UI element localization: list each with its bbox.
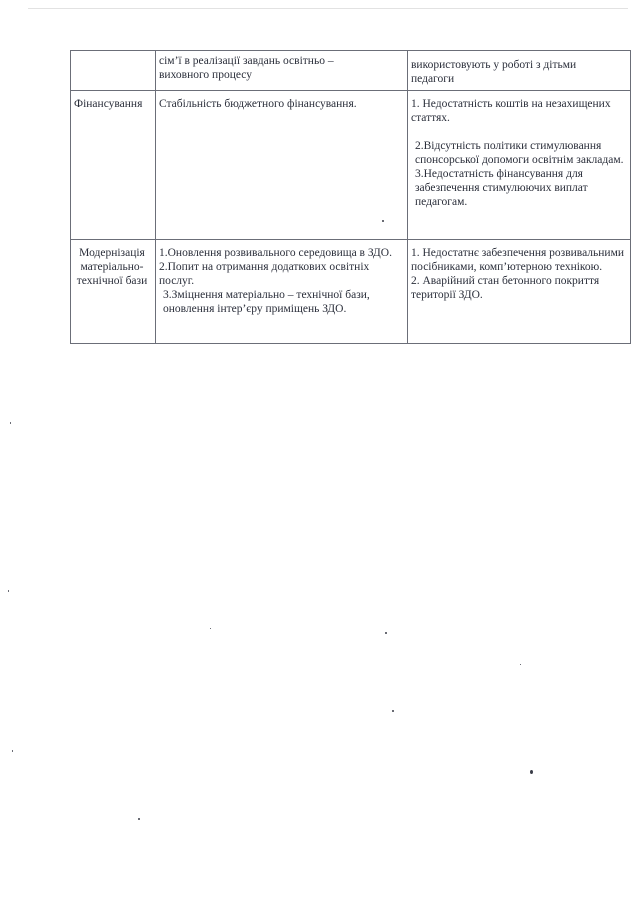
- strength-line: виховного процесу: [159, 69, 252, 81]
- category-cell: [71, 91, 156, 240]
- category-cell: [71, 51, 156, 91]
- swot-table: [70, 50, 631, 344]
- weaknesses-cell: [408, 91, 631, 240]
- weakness-item: 2. Аварійний стан бетонного покриття території ЗДО.: [411, 275, 600, 301]
- scan-speck: [530, 770, 533, 774]
- category-text: Модернізація матеріально-технічної бази: [76, 247, 148, 287]
- strengths-cell: [156, 91, 408, 240]
- table-row: [71, 51, 631, 91]
- strength-line: сім’ї в реалізації завдань освітньо –: [159, 55, 334, 67]
- weakness-line: педагоги: [411, 73, 455, 85]
- weakness-item: 3.Недостатність фінансування для забезпечення стимулюючих виплат педагогам.: [415, 168, 588, 208]
- scan-speck: [392, 710, 394, 712]
- page-edge: [28, 8, 628, 9]
- scan-speck: [8, 590, 9, 592]
- category-text: Фінансування: [74, 98, 143, 110]
- scan-speck: [382, 220, 384, 222]
- scan-speck: [520, 664, 521, 665]
- category-cell: [71, 240, 156, 344]
- scan-speck: [138, 818, 140, 820]
- scan-speck: [210, 628, 211, 629]
- weaknesses-cell: [408, 51, 631, 91]
- table-row: [71, 91, 631, 240]
- weakness-item: 1. Недостатність коштів на незахищених статтях.: [411, 98, 611, 124]
- strengths-cell: [156, 240, 408, 344]
- strength-item: 3.Зміцнення матеріально – технічної бази, оновлення інтер’єру приміщень ЗДО.: [163, 289, 370, 315]
- scan-speck: [12, 750, 13, 752]
- strength-item: Стабільність бюджетного фінансування.: [159, 98, 357, 110]
- table-row: [71, 240, 631, 344]
- weakness-line: використовують у роботі з дітьми: [411, 59, 577, 71]
- weakness-item: 2.Відсутність політики стимулювання спонсорської допомоги освітнім закладам.: [415, 140, 624, 166]
- strengths-cell: [156, 51, 408, 91]
- strength-item: 2.Попит на отримання додаткових освітніх послуг.: [159, 261, 370, 287]
- scan-speck: [385, 632, 387, 634]
- scan-speck: [10, 422, 11, 424]
- strength-item: 1.Оновлення розвивального середовища в ЗДО.: [159, 247, 392, 259]
- weaknesses-cell: [408, 240, 631, 344]
- weakness-item: 1. Недостатнє забезпечення розвивальними посібниками, комп’ютерною технікою.: [411, 247, 625, 273]
